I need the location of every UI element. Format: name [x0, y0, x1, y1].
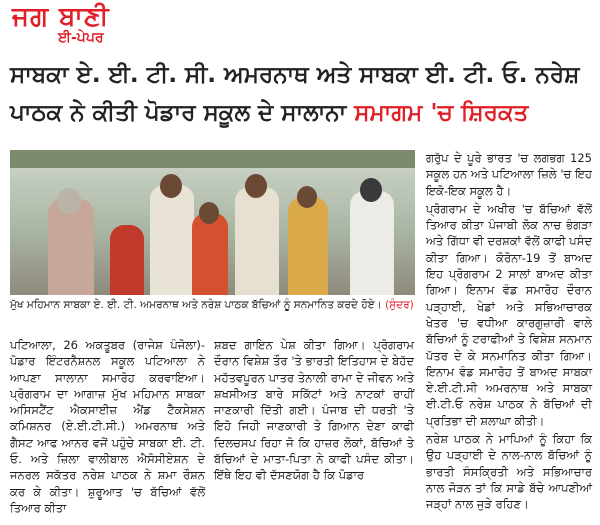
- person-head: [160, 174, 182, 198]
- headline-text: ਸਾਬਕਾ ਏ. ਈ. ਟੀ. ਸੀ. ਅਮਰਨਾਥ ਅਤੇ ਸਾਬਕਾ ਈ. ਟੀ. ਓ. ਨਰੇਸ਼ ਪਾਠਕ ਨੇ ਕੀਤੀ ਪੋਡਾਰ ਸਕੂਲ ਦੇ ਸਾਲਾਨਾ: [10, 62, 580, 126]
- article-paragraph: ਨਰੇਸ਼ ਪਾਠਕ ਨੇ ਮਾਪਿਆਂ ਨੂੰ ਕਿਹਾ ਕਿ ਉਹ ਪੜ੍ਹਾਈ ਦੇ ਨਾਲ-ਨਾਲ ਬੱਚਿਆਂ ਨੂੰ ਭਾਰਤੀ ਸੰਸਕ੍ਰਿਤੀ ਅਤੇ ਸਭਿਆਚਾਰ ਨਾਲ ਜੋੜਨ ਤਾਂ ਕਿ ਸਾਡੇ ਬੱਚੇ ਆਪਣੀਆਂ ਜੜ੍ਹਾਂ ਨਾਲ ਜੁੜੇ ਰਹਿਣ।: [426, 432, 592, 512]
- person-head: [57, 188, 81, 214]
- person-head: [199, 202, 219, 224]
- person-figure: [350, 191, 394, 295]
- article-headline: [10, 56, 592, 132]
- article-column-2: [214, 337, 414, 486]
- article-paragraph: ਪਟਿਆਲਾ, 26 ਅਕਤੂਬਰ (ਰਾਜੇਸ਼ ਪੰਜੋਲਾ)- ਪੋਡਾਰ ਇੰਟਰਨੈਸ਼ਨਲ ਸਕੂਲ ਪਟਿਆਲਾ ਨੇ ਆਪਣਾ ਸਾਲਾਨਾ ਸਮਾਰੋਹ ਕਰਵਾਇਆ। ਪ੍ਰੋਗਰਾਮ ਦਾ ਆਗਾਜ਼ ਮੁੱਖ ਮਹਿਮਾਨ ਸਾਬਕਾ ਅਸਿਸਟੈਂਟ ਐਕਸਾਈਜ਼ ਐਂਡ ਟੈਕਸੇਸ਼ਨ ਕਮਿਸ਼ਨਰ (ਏ.ਈ.ਟੀ.ਸੀ.) ਅਮਰਨਾਥ ਅਤੇ ਗੈਸਟ ਆਫ ਆਨਰ ਵਜੋਂ ਪਹੁੰਚੇ ਸਾਬਕਾ ਈ. ਟੀ. ਓ. ਅਤੇ ਜ਼ਿਲਾ ਵਾਲੀਬਾਲ ਐਸੋਸੀਏਸ਼ਨ ਦੇ ਜਨਰਲ ਸਕੱਤਰ ਨਰੇਸ਼ ਪਾਠਕ ਨੇ ਸ਼ਮਾ ਰੌਸ਼ਨ ਕਰ ਕੇ ਕੀਤਾ। ਸ਼ੁਰੂਆਤ 'ਚ ਬੱਚਿਆਂ ਵੱਲੋਂ ਤਿਆਰ ਕੀਤਾ: [10, 338, 205, 515]
- headline-highlight: ਸਮਾਗਮ 'ਚ ਸ਼ਿਰਕਤ: [354, 100, 529, 126]
- person-figure: [192, 213, 228, 295]
- person-head: [360, 178, 382, 202]
- person-head: [245, 174, 267, 198]
- photo-credit: (ਸੁੰਦਰ): [385, 299, 414, 311]
- article-photo: [10, 150, 415, 295]
- article-paragraph: ਗਰੁੱਪ ਦੇ ਪੂਰੇ ਭਾਰਤ 'ਚ ਲਗਭਗ 125 ਸਕੂਲ ਹਨ ਅਤੇ ਪਟਿਆਲਾ ਜ਼ਿਲੇ 'ਚ ਇਹ ਇਕੋ-ਇਕ ਸਕੂਲ ਹੈ।: [426, 151, 592, 198]
- article-column-3: [426, 150, 592, 515]
- article-paragraph: ਪ੍ਰੋਗਰਾਮ ਦੇ ਅਖੀਰ 'ਚ ਬੱਚਿਆਂ ਵੱਲੋਂ ਤਿਆਰ ਕੀਤਾ ਪੰਜਾਬੀ ਲੋਕ ਨਾਚ ਭੰਗੜਾ ਅਤੇ ਗਿੱਧਾ ਵੀ ਦਰਸ਼ਕਾਂ ਵੱਲੋਂ ਕਾਫੀ ਪਸੰਦ ਕੀਤਾ ਗਿਆ। ਕੋਰੋਨਾ-19 ਤੋਂ ਬਾਅਦ ਇਹ ਪ੍ਰੋਗਰਾਮ 2 ਸਾਲਾਂ ਬਾਅਦ ਕੀਤਾ ਗਿਆ। ਇਨਾਮ ਵੰਡ ਸਮਾਰੋਹ ਦੌਰਾਨ ਪੜ੍ਹਾਈ, ਖੇਡਾਂ ਅਤੇ ਸਭਿਆਚਾਰਕ ਖੇਤਰ 'ਚ ਵਧੀਆ ਕਾਰਗੁਜ਼ਾਰੀ ਵਾਲੇ ਬੱਚਿਆਂ ਨੂੰ ਟਰਾਫੀਆਂ ਤੇ ਵਿਸ਼ੇਸ਼ ਸਨਮਾਨ ਪੱਤਰ ਦੇ ਕੇ ਸਨਮਾਨਿਤ ਕੀਤਾ ਗਿਆ। ਇਨਾਮ ਵੰਡ ਸਮਾਰੋਹ ਤੋਂ ਬਾਅਦ ਸਾਬਕਾ ਏ.ਈ.ਟੀ.ਸੀ ਅਮਰਨਾਥ ਅਤੇ ਸਾਬਕਾ ਈ.ਟੀ.ਓ ਨਰੇਸ਼ ਪਾਠਕ ਨੇ ਬੱਚਿਆਂ ਦੀ ਪ੍ਰਤਿਭਾ ਦੀ ਸ਼ਲਾਘਾ ਕੀਤੀ।: [426, 201, 592, 428]
- person-figure: [150, 185, 194, 295]
- newspaper-logo-subtitle: ਈ-ਪੇਪਰ: [58, 30, 104, 46]
- newspaper-logo: ਜਗ ਬਾਣੀ: [12, 2, 110, 32]
- person-figure: [110, 225, 144, 295]
- caption-text: ਮੁੱਖ ਮਹਿਮਾਨ ਸਾਬਕਾ ਏ. ਈ. ਟੀ. ਅਮਰਨਾਥ ਅਤੇ ਨਰੇਸ਼ ਪਾਠਕ ਬੱਚਿਆਂ ਨੂੰ ਸਨਮਾਨਿਤ ਕਰਦੇ ਹੋਏ।: [10, 299, 382, 311]
- article-column-1: [10, 337, 205, 518]
- person-head: [297, 186, 317, 208]
- person-figure: [288, 197, 328, 295]
- photo-backdrop-banner: [10, 150, 415, 168]
- article-paragraph: ਸ਼ਬਦ ਗਾਇਨ ਪੇਸ਼ ਕੀਤਾ ਗਿਆ। ਪ੍ਰੋਗਰਾਮ ਦੌਰਾਨ ਵਿਸ਼ੇਸ਼ ਤੌਰ 'ਤੇ ਭਾਰਤੀ ਇਤਿਹਾਸ ਦੇ ਬੇਹੱਦ ਮਹੱਤਵਪੂਰਨ ਪਾਤਰ ਤੇਨਾਲੀ ਰਾਮਾ ਦੇ ਜੀਵਨ ਅਤੇ ਸ਼ਖਸੀਅਤ ਬਾਰੇ ਸਕਿੱਟਾਂ ਅਤੇ ਨਾਟਕਾਂ ਰਾਹੀਂ ਜਾਣਕਾਰੀ ਦਿੱਤੀ ਗਈ। ਪੰਜਾਬ ਦੀ ਧਰਤੀ 'ਤੇ ਇਹੋ ਜਿਹੀ ਜਾਣਕਾਰੀ ਤੇ ਗਿਆਨ ਦੇਣਾ ਕਾਫੀ ਦਿਲਚਸਪ ਰਿਹਾ ਜੋ ਕਿ ਹਾਜ਼ਰ ਲੋਕਾਂ, ਬੱਚਿਆਂ ਤੇ ਬੱਚਿਆਂ ਦੇ ਮਾਤਾ-ਪਿਤਾ ਨੇ ਕਾਫੀ ਪਸੰਦ ਕੀਤਾ। ਇੱਥੇ ਇਹ ਵੀ ਦੱਸਣਯੋਗ ਹੈ ਕਿ ਪੋਡਾਰ: [214, 338, 414, 483]
- masthead: [0, 0, 180, 52]
- photo-caption: [10, 298, 415, 312]
- person-figure: [235, 187, 279, 295]
